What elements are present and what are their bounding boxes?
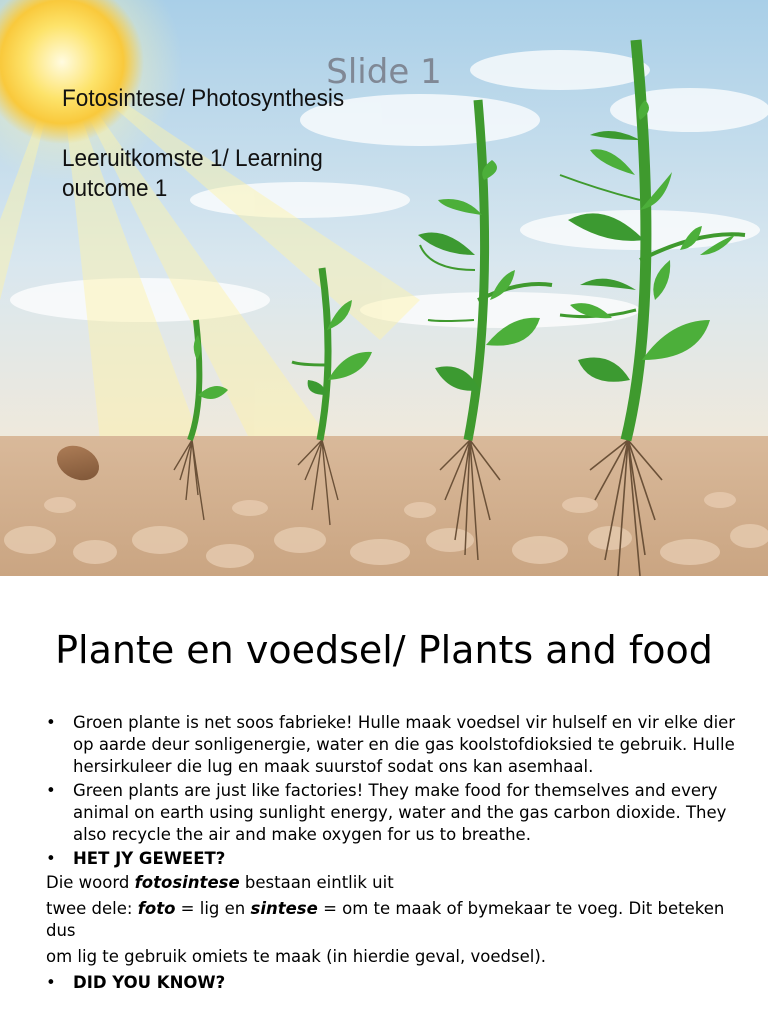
did-you-know-afrikaans: HET JY GEWEET? [73, 849, 226, 868]
title-line-2: Leeruitkomste 1/ Learning outcome 1 [62, 145, 323, 202]
bullet-afrikaans: • Groen plante is net soos fabrieke! Hulle maak voedsel vir hulself en vir elke dier op aarde deur sonligenergie, water en die gas koolstofdioksied te gebruik. Hulle hersirkuleer die lug en maak suurstof sodat ons kan asemhaal. [46, 712, 736, 778]
slide-2-body [46, 712, 736, 996]
para1-term: fotosintese [134, 873, 240, 892]
slide-placeholder-title: Slide 1 [326, 52, 442, 92]
title-line-1: Fotosintese/ Photosynthesis [62, 85, 345, 112]
paragraph-3: om lig te gebruik omiets te maak (in hierdie geval, voedsel). [46, 947, 547, 966]
paragraph-1 [46, 872, 736, 894]
para1-text-a: Die woord [46, 873, 135, 892]
did-you-know-english: DID YOU KNOW? [73, 973, 226, 992]
para1-text-c: bestaan eintlik uit [239, 873, 394, 892]
slide-2 [0, 576, 768, 1024]
para2-term-sintese: sintese [250, 899, 318, 918]
paragraph-2 [46, 898, 736, 942]
did-you-know-english-bullet [46, 972, 736, 994]
para2-text-a: twee dele: [46, 899, 138, 918]
para2-text-e: = om te maak of bymekaar te voeg. Dit beteken dus [46, 899, 725, 940]
para2-term-foto: foto [137, 899, 176, 918]
slide-1-title [62, 84, 344, 204]
slide-2-title: Plante en voedsel/ Plants and food [55, 628, 713, 672]
bullet-english: • Green plants are just like factories! They make food for themselves and every animal on earth using sunlight energy, water and the gas carbon dioxide. They also recycle the air and make oxygen for us to breathe. [46, 780, 736, 846]
para2-text-c: = lig en [175, 899, 251, 918]
did-you-know-afrikaans-bullet [46, 848, 736, 870]
